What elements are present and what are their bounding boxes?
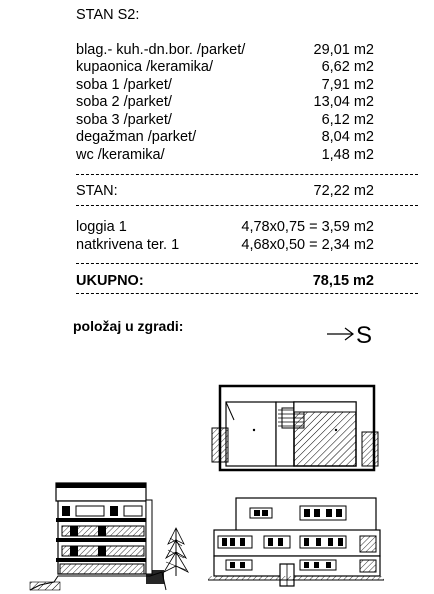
room-row <box>76 42 374 59</box>
room-area: 6,62 m2 <box>321 59 374 75</box>
room-label: soba 3 /parket/ <box>76 112 172 128</box>
building-position-drawing <box>0 380 434 594</box>
arrow-right-icon <box>323 318 377 350</box>
stan-total-value: 72,22 m2 <box>313 183 374 199</box>
grand-total-value: 78,15 m2 <box>312 273 374 289</box>
extra-row <box>76 237 374 254</box>
stan-total-label: STAN: <box>76 183 118 199</box>
front-elevation <box>208 498 384 586</box>
extra-value: 4,78x0,75 = 3,59 m2 <box>241 219 374 235</box>
divider <box>76 293 418 294</box>
room-label: soba 1 /parket/ <box>76 77 172 93</box>
grand-total-row <box>76 273 374 290</box>
compass-indicator <box>323 318 377 355</box>
room-area: 13,04 m2 <box>313 94 374 110</box>
position-label: položaj u zgradi: <box>73 318 184 334</box>
compass-letter: S <box>356 322 373 349</box>
room-area: 29,01 m2 <box>313 42 374 58</box>
room-area: 8,04 m2 <box>321 129 374 145</box>
room-label: wc /keramika/ <box>76 147 165 163</box>
extra-label: natkrivena ter. 1 <box>76 237 180 253</box>
room-row <box>76 112 374 129</box>
divider <box>76 205 418 206</box>
extra-label: loggia 1 <box>76 219 127 235</box>
floor-plan <box>212 386 378 470</box>
room-row <box>76 94 374 111</box>
extra-value: 4,68x0,50 = 2,34 m2 <box>241 237 374 253</box>
side-elevation <box>30 483 188 590</box>
room-row <box>76 147 374 164</box>
room-area: 6,12 m2 <box>321 112 374 128</box>
stan-total-row <box>76 183 374 200</box>
room-area: 1,48 m2 <box>321 147 374 163</box>
room-label: blag.- kuh.-dn.bor. /parket/ <box>76 42 246 58</box>
divider <box>76 263 418 264</box>
room-row <box>76 129 374 146</box>
unit-title: STAN S2: <box>76 7 140 23</box>
divider <box>76 174 418 175</box>
room-row <box>76 77 374 94</box>
tree-icon <box>164 528 188 576</box>
room-label: soba 2 /parket/ <box>76 94 172 110</box>
extra-row <box>76 219 374 236</box>
room-label: degažman /parket/ <box>76 129 197 145</box>
grand-total-label: UKUPNO: <box>76 273 144 289</box>
room-row <box>76 59 374 76</box>
room-label: kupaonica /keramika/ <box>76 59 214 75</box>
room-area: 7,91 m2 <box>321 77 374 93</box>
